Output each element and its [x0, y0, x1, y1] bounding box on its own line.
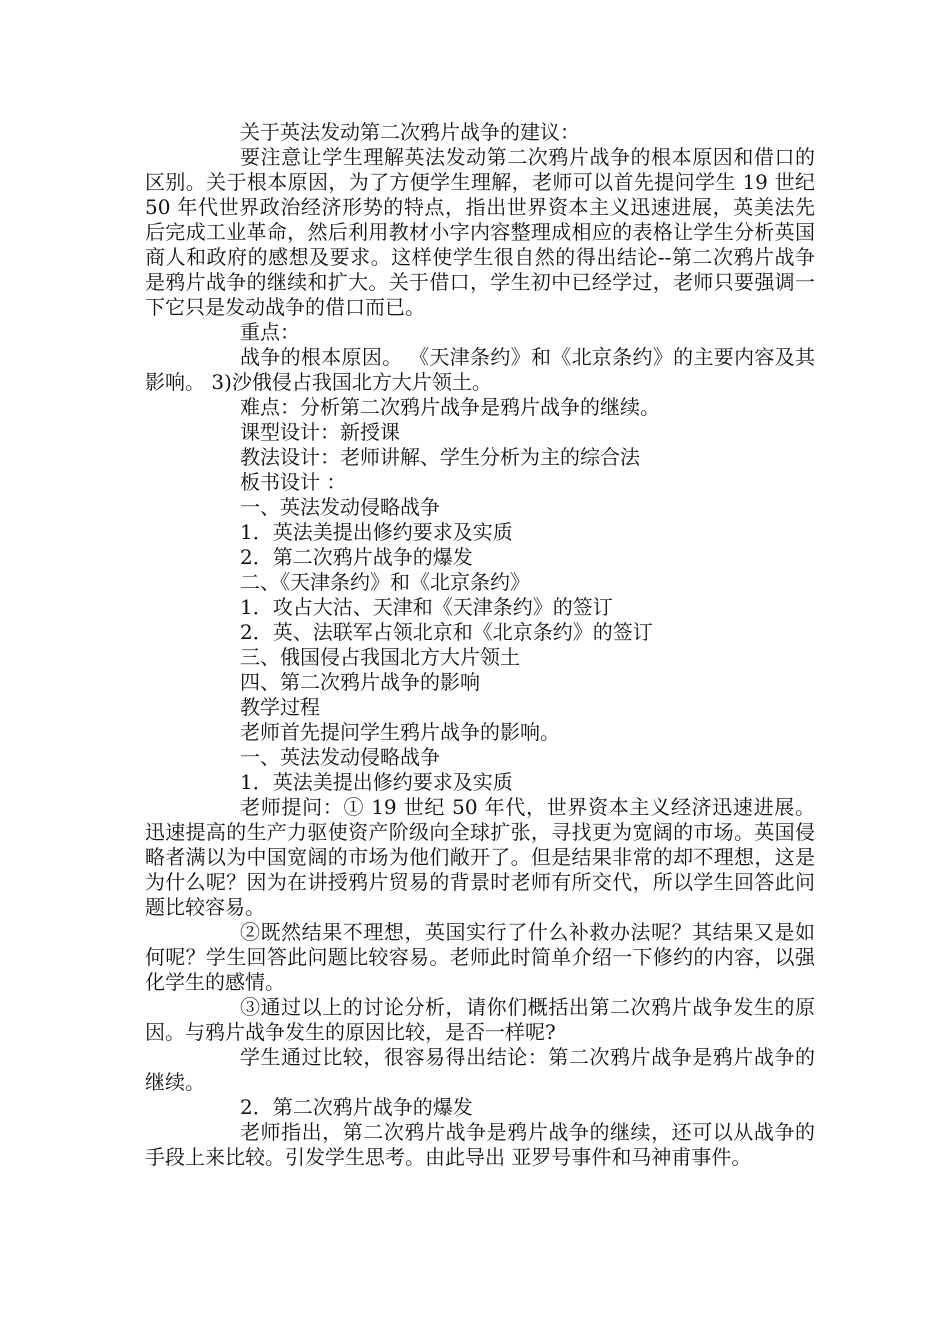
- outline-item: 1．攻占大沽、天津和《天津条约》的签订: [240, 595, 613, 619]
- paragraph-question-3: ③通过以上的讨论分析，请你们概括出第二次鸦片战争发生的原因。与鸦片战争发生的原因比较，是否一样呢?: [145, 995, 815, 1044]
- paragraph-teaching-process-label: 教学过程: [240, 695, 320, 719]
- outline-item: 四、第二次鸦片战争的影响: [240, 670, 480, 694]
- paragraph-board-design-label: 板书设计 ：: [240, 470, 347, 494]
- outline-item: 一、英法发动侵略战争: [240, 495, 440, 519]
- outline-item: 二、《天津条约》和《北京条约》: [240, 570, 530, 594]
- outline-item: 1．英法美提出修约要求及实质: [240, 520, 513, 544]
- paragraph-process-intro: 老师首先提问学生鸦片战争的影响。: [240, 720, 560, 744]
- paragraph-suggestion-heading: 关于英法发动第二次鸦片战争的建议：: [240, 120, 580, 144]
- outline-item: 2．英、法联军占领北京和《北京条约》的签订: [240, 620, 653, 644]
- paragraph-teaching-method: 教法设计：老师讲解、学生分析为主的综合法: [240, 445, 640, 469]
- subsection-heading: 2．第二次鸦片战争的爆发: [240, 1095, 473, 1119]
- paragraph-difficulty: 难点：分析第二次鸦片战争是鸦片战争的继续。: [240, 395, 660, 419]
- document-body: [145, 120, 822, 1170]
- paragraph-war-outbreak: 老师指出，第二次鸦片战争是鸦片战争的继续，还可以从战争的手段上来比较。引发学生思考。由此导出 亚罗号事件和马神甫事件。: [145, 1120, 815, 1169]
- paragraph-question-1: 老师提问：① 19 世纪 50 年代，世界资本主义经济迅速进展。迅速提高的生产力驱使资产阶级向全球扩张，寻找更为宽阔的市场。英国侵略者满以为中国宽阔的市场为他们敞开了。但是结果非常的却不理想，这是为什么呢？因为在讲授鸦片贸易的背景时老师有所交代，所以学生回答此问题比较容易。: [145, 795, 815, 919]
- paragraph-lesson-type: 课型设计：新授课: [240, 420, 400, 444]
- subsection-heading: 1．英法美提出修约要求及实质: [240, 770, 513, 794]
- outline-item: 2．第二次鸦片战争的爆发: [240, 545, 473, 569]
- paragraph-key-points: 战争的根本原因。 《天津条约》和《北京条约》的主要内容及其影响。 3)沙俄侵占我国北方大片领土。: [145, 345, 815, 394]
- paragraph-key-points-label: 重点：: [240, 320, 300, 344]
- outline-item: 三、俄国侵占我国北方大片领土: [240, 645, 520, 669]
- paragraph-question-2: ②既然结果不理想，英国实行了什么补救办法呢？其结果又是如何呢？学生回答此问题比较容易。老师此时简单介绍一下修约的内容，以强化学生的感情。: [145, 920, 815, 994]
- section-heading: 一、英法发动侵略战争: [240, 745, 440, 769]
- paragraph-suggestion-body: 要注意让学生理解英法发动第二次鸦片战争的根本原因和借口的区别。关于根本原因，为了方便学生理解，老师可以首先提问学生 19 世纪 50 年代世界政治经济形势的特点，指出世界资本主义迅速进展，英美法先后完成工业革命，然后利用教材小字内容整理成相应的表格让学生分析英国商人和政府的感想及要求。这样使学生很自然的得出结论--第二次鸦片战争是鸦片战争的继续和扩大。关于借口，学生初中已经学过，老师只要强调一下它只是发动战争的借口而已。: [145, 145, 822, 319]
- paragraph-conclusion: 学生通过比较，很容易得出结论：第二次鸦片战争是鸦片战争的继续。: [145, 1045, 815, 1094]
